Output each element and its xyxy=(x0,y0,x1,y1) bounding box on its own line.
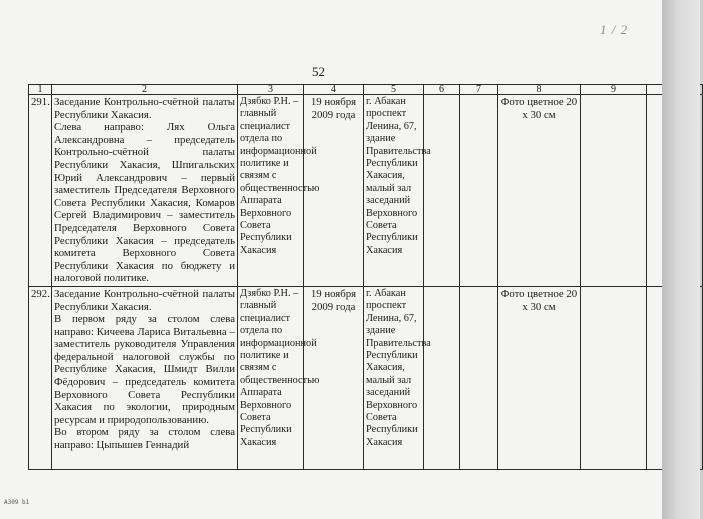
page-edge xyxy=(662,0,700,519)
footer-code: А309 b1 xyxy=(4,499,30,506)
column-header: 9 xyxy=(581,85,647,95)
table-row xyxy=(29,286,703,469)
item-description xyxy=(52,95,238,287)
column-header: 7 xyxy=(460,85,498,95)
item-format: Фото цветное 20 х 30 см xyxy=(498,286,581,469)
item-description xyxy=(52,286,238,469)
column-header: 8 xyxy=(498,85,581,95)
item-number: 291. xyxy=(29,95,52,287)
page-number: 52 xyxy=(312,64,325,79)
item-format: Фото цветное 20 х 30 см xyxy=(498,95,581,287)
description-title: Заседание Контрольно-счётной палаты Республики Хакасия. xyxy=(54,287,235,313)
item-author: Дзябко Р.Н. – главный специалист отдела по информационной политике и связям с общественностью Аппарата Верховного Совета Республики Хакасия xyxy=(238,286,304,469)
column-header: 1 xyxy=(29,85,52,95)
description-text: Во втором ряду за столом слева направо: Цыпышев Геннадий xyxy=(54,426,235,452)
empty-cell xyxy=(424,95,460,287)
description-text: Слева направо: Лях Ольга Александровна – председатель Контрольно-счётной палаты Республики Хакасия, Шпигальских Юрий Александрович – первый заместитель Председателя Верховного Совета Республики Хакасия, Комаров Сергей Владимирович – заместитель Председателя Верховного Совета Республики Хакасия – председатель комитета Верховного Совета Республики Хакасия по бюджету и налоговой политике. xyxy=(54,121,235,285)
column-header: 2 xyxy=(52,85,238,95)
empty-cell xyxy=(581,286,647,469)
item-number: 292. xyxy=(29,286,52,469)
item-date: 19 ноября 2009 года xyxy=(304,95,364,287)
column-header: 3 xyxy=(238,85,304,95)
empty-cell xyxy=(460,286,498,469)
item-place: г. Абакан проспект Ленина, 67, здание Правительства Республики Хакасия, малый зал заседаний Верховного Совета Республики Хакасия xyxy=(364,286,424,469)
empty-cell xyxy=(581,95,647,287)
item-place: г. Абакан проспект Ленина, 67, здание Правительства Республики Хакасия, малый зал заседаний Верховного Совета Республики Хакасия xyxy=(364,95,424,287)
item-author: Дзябко Р.Н. – главный специалист отдела по информационной политике и связям с общественностью Аппарата Верховного Совета Республики Хакасия xyxy=(238,95,304,287)
description-title: Заседание Контрольно-счётной палаты Республики Хакасия. xyxy=(54,96,235,121)
table-row xyxy=(29,95,703,287)
column-header: 4 xyxy=(304,85,364,95)
column-header: 6 xyxy=(424,85,460,95)
item-date: 19 ноября 2009 года xyxy=(304,286,364,469)
description-text: В первом ряду за столом слева направо: Кичеева Лариса Витальевна – заместитель руководителя Управления федеральной налоговой службы по Республике Хакасия, Шмидт Вилли Фёдорович – председатель комитета Верховного Совета Республики Хакасия по экологии, природным ресурсам и природопользованию. xyxy=(54,313,235,426)
empty-cell xyxy=(424,286,460,469)
inventory-table xyxy=(28,84,703,470)
empty-cell xyxy=(460,95,498,287)
pencil-mark: 1 / 2 xyxy=(600,22,629,37)
column-header: 5 xyxy=(364,85,424,95)
header-row xyxy=(29,85,703,95)
